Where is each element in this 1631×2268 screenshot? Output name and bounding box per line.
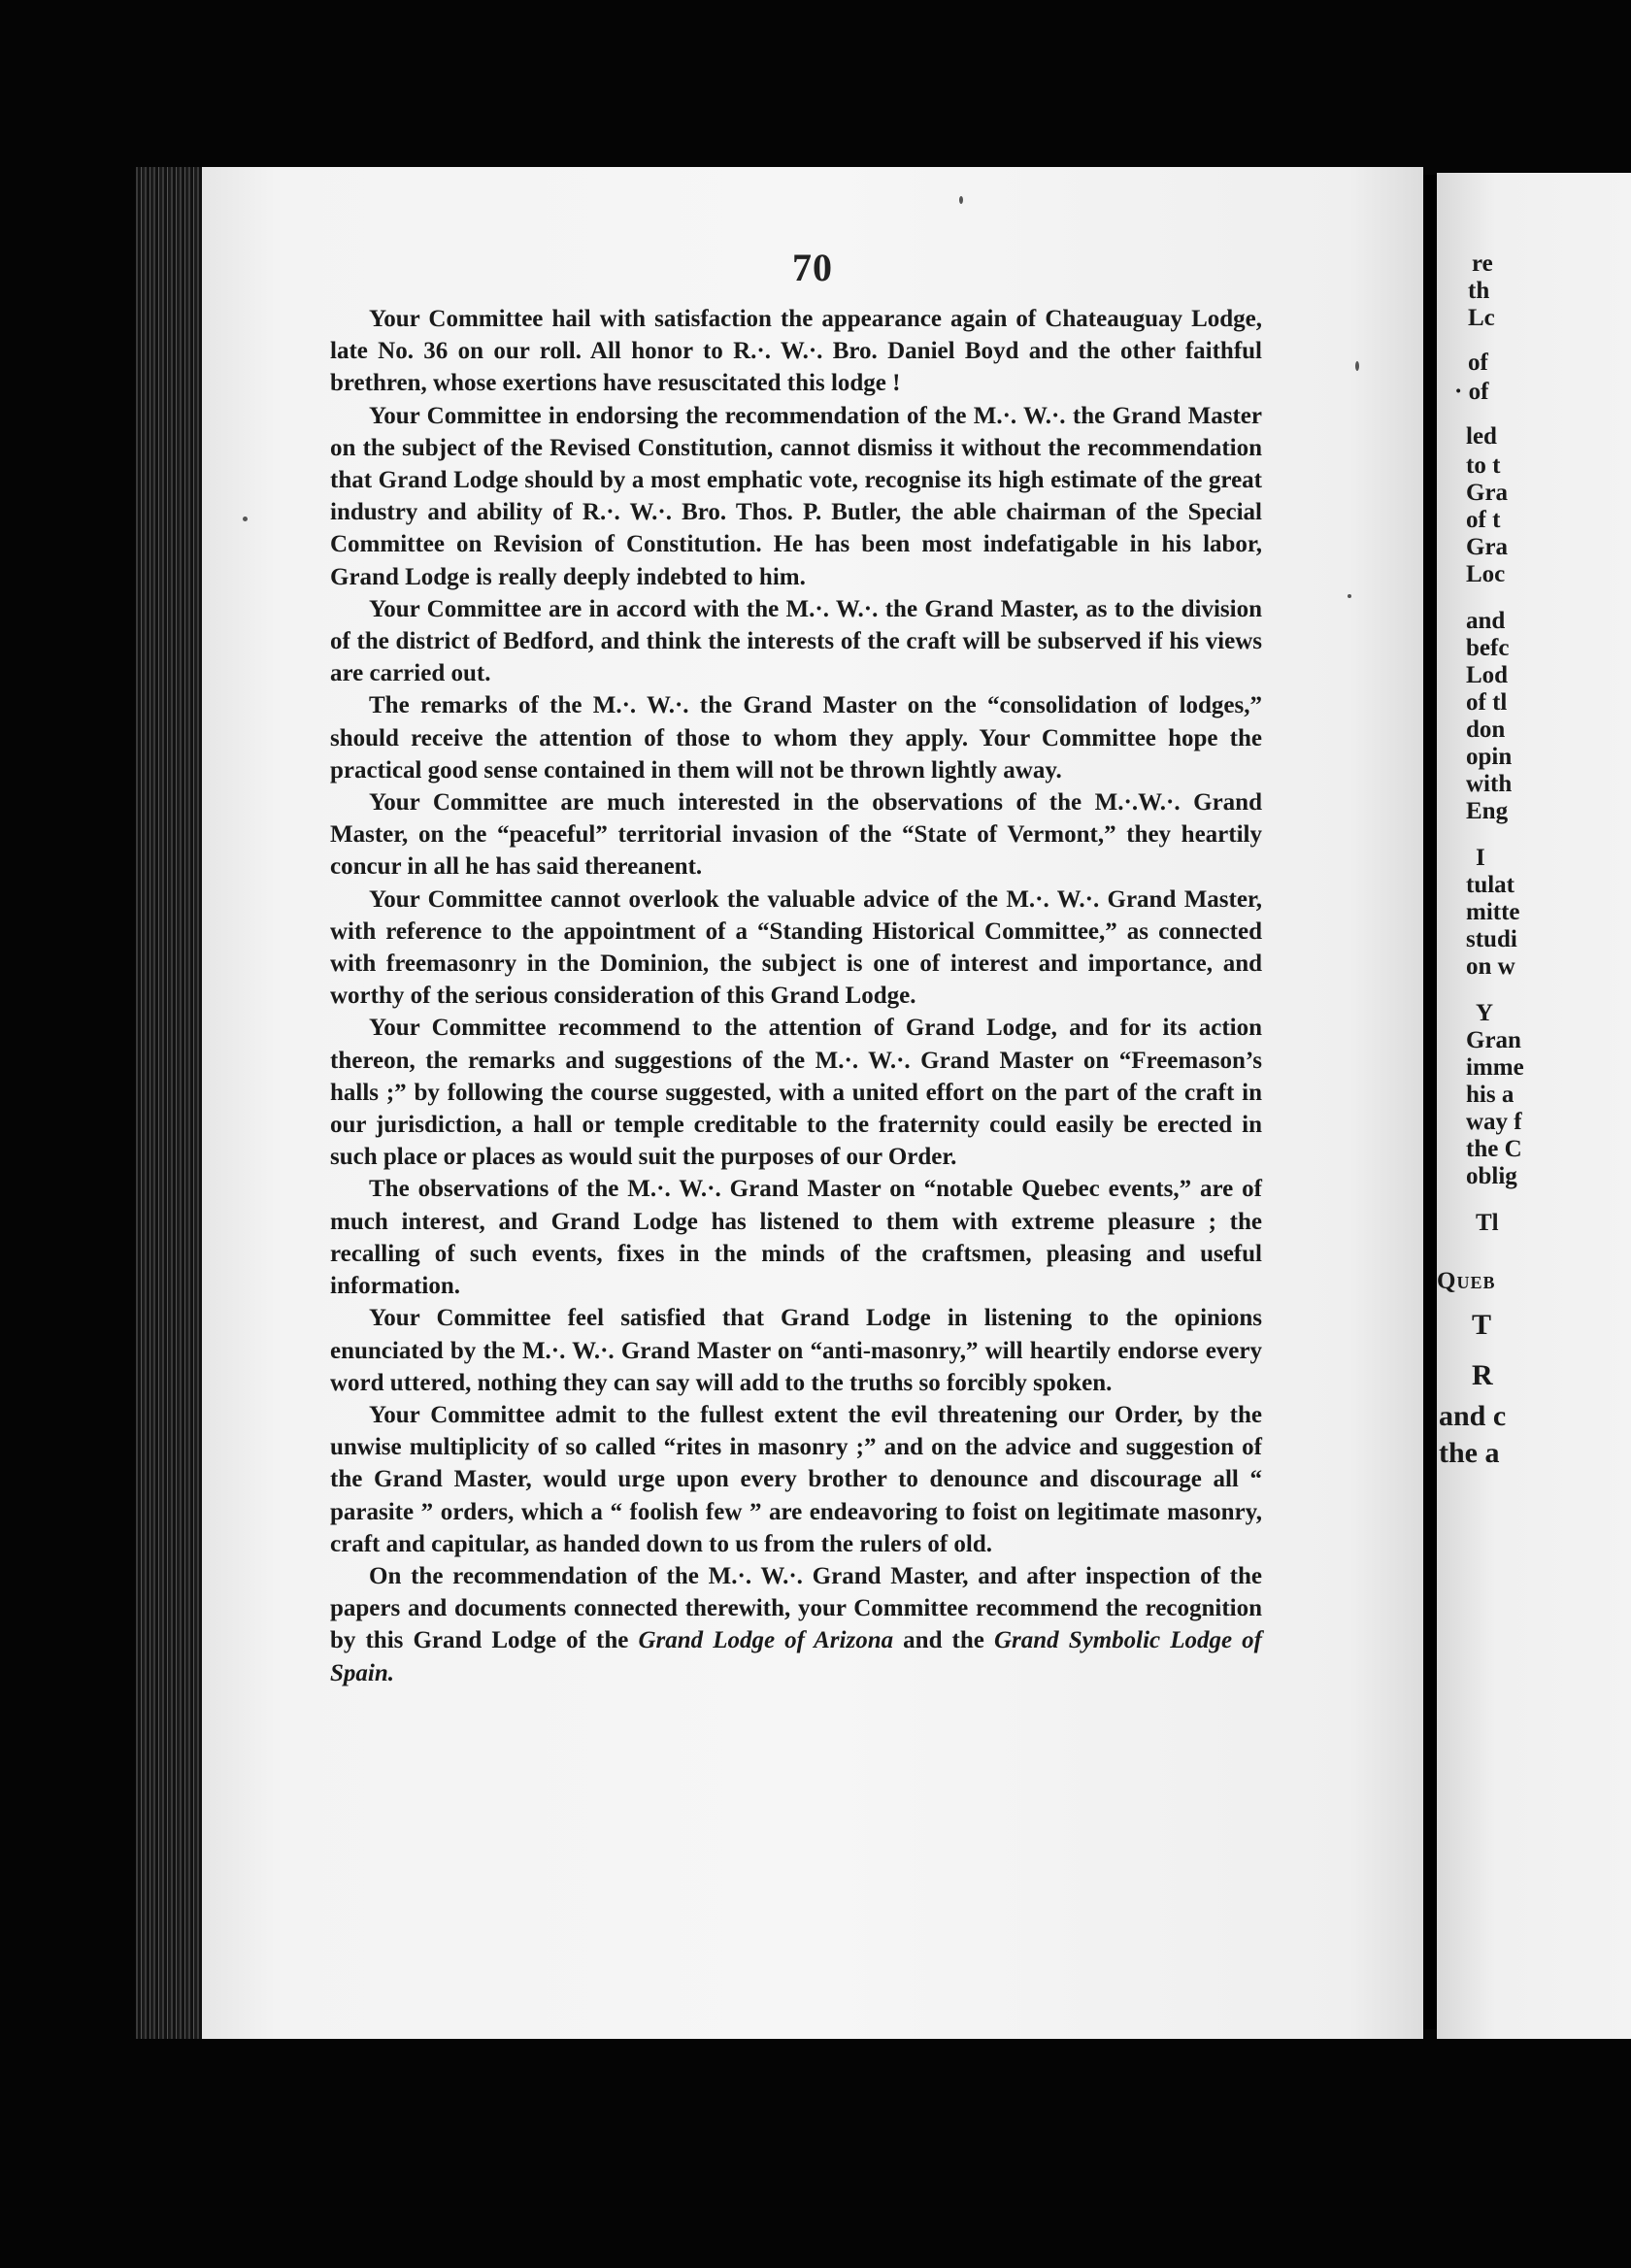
paragraph-text: Your Committee admit to the fullest extent the evil threatening our Order, by the unwise multiplicity of so called “rites in masonry ;” and on the advice and suggestion of the Grand Master, would urge upon every brother to denounce and discourage all “ parasite ” orders, which a “ foolish few ” are endeavoring to foist on legitimate masonry, craft and capitular, as handed down to us from the rulers of old. <box>330 1401 1262 1557</box>
ink-speck <box>1348 594 1351 598</box>
facing-page-text: studi <box>1466 926 1517 952</box>
paragraph <box>330 1173 1262 1302</box>
paragraph-text: Your Committee are in accord with the M.·. W.·. the Grand Master, as to the division of the district of Bedford, and think the interests of the craft will be subserved if his views are carried out. <box>330 595 1262 687</box>
facing-page-text: led <box>1466 423 1497 450</box>
facing-page-text: Gra <box>1466 534 1509 560</box>
facing-page-text: Gran <box>1466 1027 1521 1053</box>
paragraph-text: Your Committee cannot overlook the valuable advice of the M.·. W.·. Grand Master, with reference to the appointment of a “Standing Historical Committee,” as connected with freemasonry in the Dominion, the subject is one of interest and importance, and worthy of the serious consideration of this Grand Lodge. <box>330 885 1262 1010</box>
facing-page <box>1437 173 1631 2039</box>
paragraph-text: Your Committee in endorsing the recommendation of the M.·. W.·. the Grand Master on the subject of the Revised Constitution, cannot dismiss it without the recommendation that Grand Lodge should by a most emphatic vote, recognise its high estimate of the great industry and ability of R.·. W.·. Bro. Thos. P. Butler, the able chairman of the Special Committee on Revision of Constitution. He has been most indefatigable in his labor, Grand Lodge is really deeply indebted to him. <box>330 402 1262 590</box>
facing-page-text: R <box>1472 1359 1493 1391</box>
paragraph-text: Your Committee recommend to the attention of Grand Lodge, and for its action thereon, the remarks and suggestions of the M.·. W.·. Grand Master on “Freemason’s halls ;” by following the course suggested, with a united effort on the part of the craft in our jurisdiction, a hall or temple creditable to the fraternity could easily be erected in such place or places as would suit the purposes of our Order. <box>330 1015 1262 1171</box>
facing-page-text: of <box>1468 350 1488 376</box>
facing-page-text: mitte <box>1466 899 1520 925</box>
ink-speck <box>959 196 963 204</box>
facing-page-text: way f <box>1466 1109 1522 1135</box>
paragraph <box>330 1302 1262 1399</box>
facing-page-text: befc <box>1466 635 1510 661</box>
paragraph-text: and the <box>893 1627 994 1654</box>
paragraph <box>330 593 1262 690</box>
body-text <box>330 303 1262 1689</box>
facing-page-text: the a <box>1439 1437 1500 1469</box>
facing-page-text: imme <box>1466 1054 1524 1081</box>
paragraph <box>330 1012 1262 1173</box>
page-number: 70 <box>792 246 833 289</box>
paragraph-text: The remarks of the M.·. W.·. the Grand Master on the “consolidation of lodges,” should receive the attention of those to whom they apply. Your Committee hope the practical good sense contained in them will not be thrown lightly away. <box>330 692 1262 784</box>
italic-text: Grand Lodge of Arizona <box>638 1627 894 1654</box>
facing-page-text: Queb <box>1437 1268 1496 1294</box>
facing-page-text: · of <box>1454 379 1489 405</box>
facing-page-text: Y <box>1476 1000 1494 1026</box>
facing-page-text: I <box>1476 845 1485 871</box>
facing-page-text: tulat <box>1466 872 1514 898</box>
paragraph <box>330 400 1262 593</box>
book-gutter <box>1423 175 1437 2029</box>
facing-page-text: and <box>1466 608 1506 634</box>
paragraph-text: Your Committee feel satisfied that Grand Lodge in listening to the opinions enunciated by the M.·. W.·. Grand Master on “anti-masonry,” will heartily endorse every word uttered, nothing they can say will add to the truths so forcibly spoken. <box>330 1305 1262 1396</box>
paragraph <box>330 689 1262 786</box>
paragraph <box>330 786 1262 884</box>
facing-page-text: his a <box>1466 1082 1514 1108</box>
facing-page-text: the C <box>1466 1136 1522 1162</box>
ink-speck <box>243 517 248 521</box>
facing-page-text: Eng <box>1466 798 1509 824</box>
facing-page-text: th <box>1468 278 1490 304</box>
page-edge-stack <box>136 167 206 2039</box>
facing-page-text: re <box>1472 250 1493 277</box>
facing-page-text: Lc <box>1468 305 1495 331</box>
paragraph-text: The observations of the M.·. W.·. Grand Master on “notable Quebec events,” are of much interest, and Grand Lodge has listened to them with extreme pleasure ; the recalling of such events, fixes in the minds of the craftsmen, pleasing and useful information. <box>330 1176 1262 1300</box>
facing-page-text: Loc <box>1466 561 1506 587</box>
facing-page-text: on w <box>1466 953 1515 980</box>
paragraph <box>330 1399 1262 1560</box>
facing-page-text: don <box>1466 717 1506 743</box>
facing-page-text: to t <box>1466 452 1501 479</box>
facing-page-text: of tl <box>1466 689 1508 716</box>
facing-page-text: Tl <box>1476 1210 1499 1236</box>
paragraph <box>330 884 1262 1013</box>
facing-page-text: Lod <box>1466 662 1509 688</box>
facing-page-text: and c <box>1439 1400 1507 1432</box>
facing-page-text: oblig <box>1466 1163 1517 1189</box>
facing-page-text: opin <box>1466 744 1513 770</box>
facing-page-text: T <box>1472 1309 1492 1341</box>
ink-speck <box>1355 361 1359 371</box>
paragraph-text: Your Committee hail with satisfaction the appearance again of Chateauguay Lodge, late No. 36 on our roll. All honor to R.·. W.·. Bro. Daniel Boyd and the other faithful brethren, whose exertions have resuscitated this lodge ! <box>330 306 1262 397</box>
facing-page-text: with <box>1466 771 1513 797</box>
facing-page-text: Gra <box>1466 480 1509 506</box>
facing-page-text: of t <box>1466 507 1501 533</box>
italic-text: Grand Symbolic Lodge of Spain. <box>330 1627 1262 1686</box>
paragraph <box>330 303 1262 400</box>
paragraph <box>330 1560 1262 1689</box>
paragraph-text: On the recommendation of the M.·. W.·. Grand Master, and after inspection of the papers and documents connected therewith, your Committee recommend the recognition by this Grand Lodge of the <box>330 1562 1262 1654</box>
left-page <box>202 167 1423 2039</box>
paragraph-text: Your Committee are much interested in the observations of the M.·.W.·. Grand Master, on the “peaceful” territorial invasion of the “State of Vermont,” they heartily concur in all he has said thereanent. <box>330 789 1262 881</box>
